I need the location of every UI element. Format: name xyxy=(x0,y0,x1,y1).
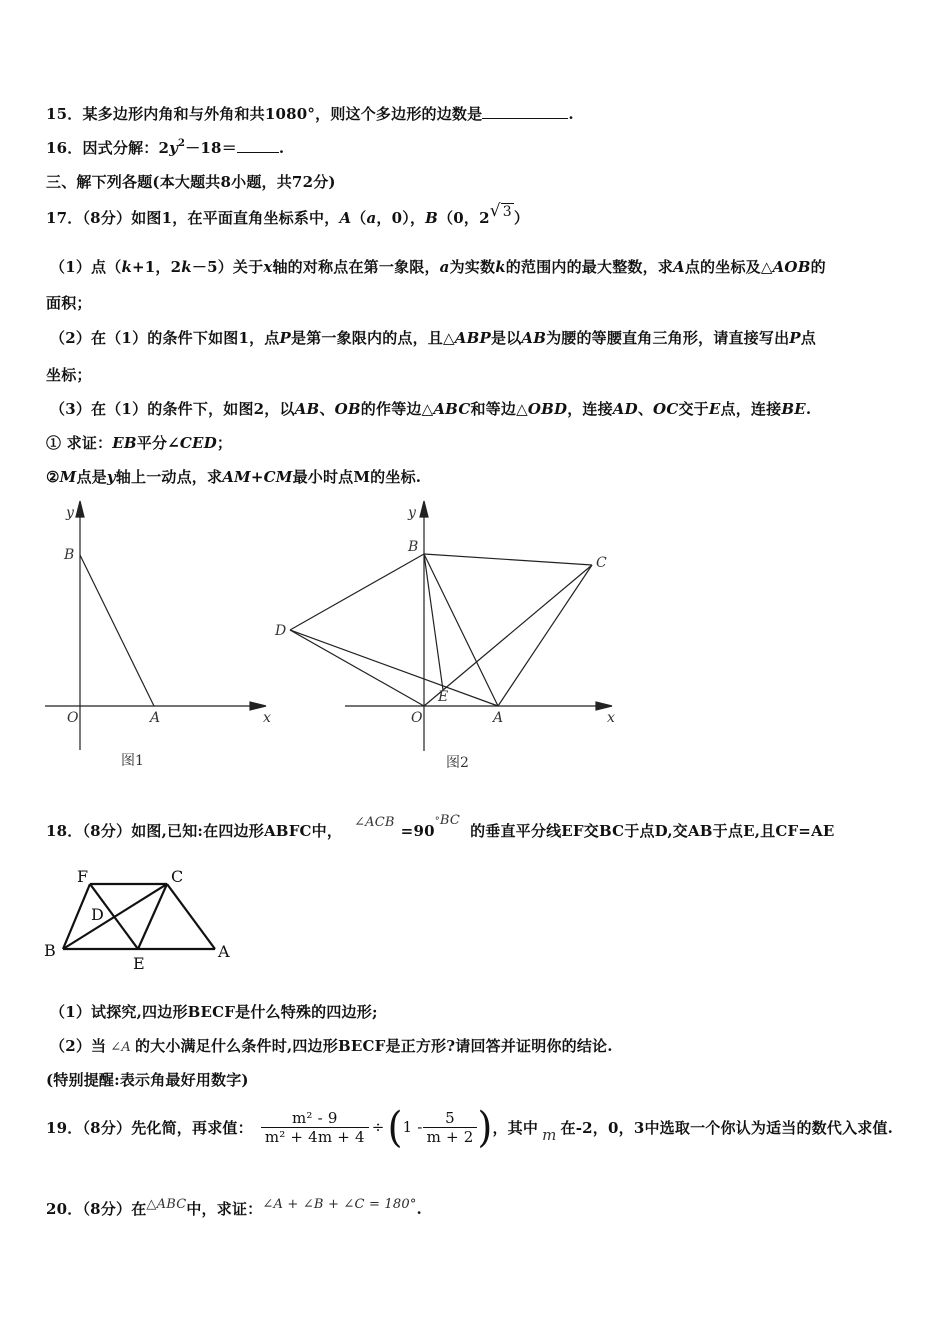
fig2-label-C: C xyxy=(596,555,607,571)
fig2-caption: 图2 xyxy=(446,755,469,771)
fig1-label-A: A xyxy=(150,710,161,726)
section-3-title: 三、解下列各题(本大题共8小题，共72分) xyxy=(46,173,336,191)
segment-AB xyxy=(80,555,154,706)
figure-18 xyxy=(40,862,240,972)
figure-2 xyxy=(290,501,612,751)
question-18: 18．（8分）如图,已知:在四边形ABFC中， ∠ACB =90°BC的垂直平分线EF交BC于点D,交AB于点E,且CF=AE xyxy=(46,813,835,840)
fig1-label-y: y xyxy=(66,505,74,521)
fig2-label-O: O xyxy=(411,710,423,726)
question-17-intro: 17．（8分）如图1，在平面直角坐标系中，A（a，0），B（0，2√ 3 ） xyxy=(46,201,530,227)
figures-17 xyxy=(0,495,950,785)
fraction-2: $\frac{5}{m + 2}$ xyxy=(423,1109,478,1146)
fig18-label-E: E xyxy=(133,954,145,972)
fig18-label-D: D xyxy=(91,905,104,924)
fraction-1: $\frac{\text{m² - 9}}{\text{m² + 4m + 4}}$ xyxy=(261,1109,369,1146)
fig18-label-B: B xyxy=(44,941,56,960)
fig2-label-E: E xyxy=(438,689,449,705)
q17-part3: （3）在（1）的条件下，如图2，以AB、OB的作等边△ABC和等边△OBD，连接AD、OC交于E点，连接BE. xyxy=(50,400,812,418)
q17-part1: （1）点（k+1，2k－5）关于x轴的对称点在第一象限，a为实数k的范围内的最大整数，求A点的坐标及△AOB的 xyxy=(50,258,826,276)
question-16: 16．因式分解：$2y^2-18=$ . xyxy=(46,138,285,157)
fig2-label-D: D xyxy=(275,623,287,639)
answer-blank[interactable] xyxy=(237,152,279,153)
q18-part2: （2）当 ∠A 的大小满足什么条件时,四边形BECF是正方形?请回答并证明你的结论. xyxy=(50,1037,613,1055)
q18-note: (特别提醒:表示角最好用数字) xyxy=(46,1071,249,1089)
q17-sub1: ① 求证：EB平分∠CED； xyxy=(46,434,233,452)
fig18-label-C: C xyxy=(171,867,184,886)
x-arrow-icon xyxy=(250,702,266,710)
question-15: 15．某多边形内角和与外角和共1080°，则这个多边形的边数是 . xyxy=(46,105,574,123)
y-arrow-icon xyxy=(420,501,428,517)
fig1-label-B: B xyxy=(64,547,75,563)
q17-part1-cont: 面积； xyxy=(46,294,92,312)
fig1-label-O: O xyxy=(67,710,79,726)
fig2-label-x: x xyxy=(607,710,615,726)
q17-part2-cont: 坐标； xyxy=(46,366,92,384)
fig1-caption: 图1 xyxy=(121,753,144,769)
sqrt-expression: √ 3 xyxy=(489,201,512,221)
q17-part2: （2）在（1）的条件下如图1，点P是第一象限内的点，且△ABP是以AB为腰的等腰直角三角形，请直接写出P点 xyxy=(50,329,816,347)
x-arrow-icon xyxy=(596,702,612,710)
fig1-label-x: x xyxy=(263,710,271,726)
fig18-label-A: A xyxy=(218,942,230,961)
answer-blank[interactable] xyxy=(482,118,568,119)
fig2-label-y: y xyxy=(408,505,416,521)
q17-sub2: ②M点是y轴上一动点，求AM+CM最小时点M的坐标. xyxy=(46,468,422,486)
question-20: 20．（8分）在△ABC中，求证：∠A + ∠B + ∠C = 180°. xyxy=(46,1197,422,1218)
fig18-label-F: F xyxy=(77,867,89,886)
fig2-label-B: B xyxy=(408,539,419,555)
y-arrow-icon xyxy=(76,501,84,517)
q18-part1: （1）试探究,四边形BECF是什么特殊的四边形; xyxy=(50,1003,378,1021)
question-19: 19．（8分）先化简，再求值： $\frac{\text{m² - 9}}{\text{m² + 4m + 4}}$ ÷ ( 1 - $\frac{5}{m + 2}$ ) ，其中 m 在-2，0，3中选取一个你认为适当的数代入求值. xyxy=(46,1102,894,1152)
fig2-label-A: A xyxy=(493,710,504,726)
